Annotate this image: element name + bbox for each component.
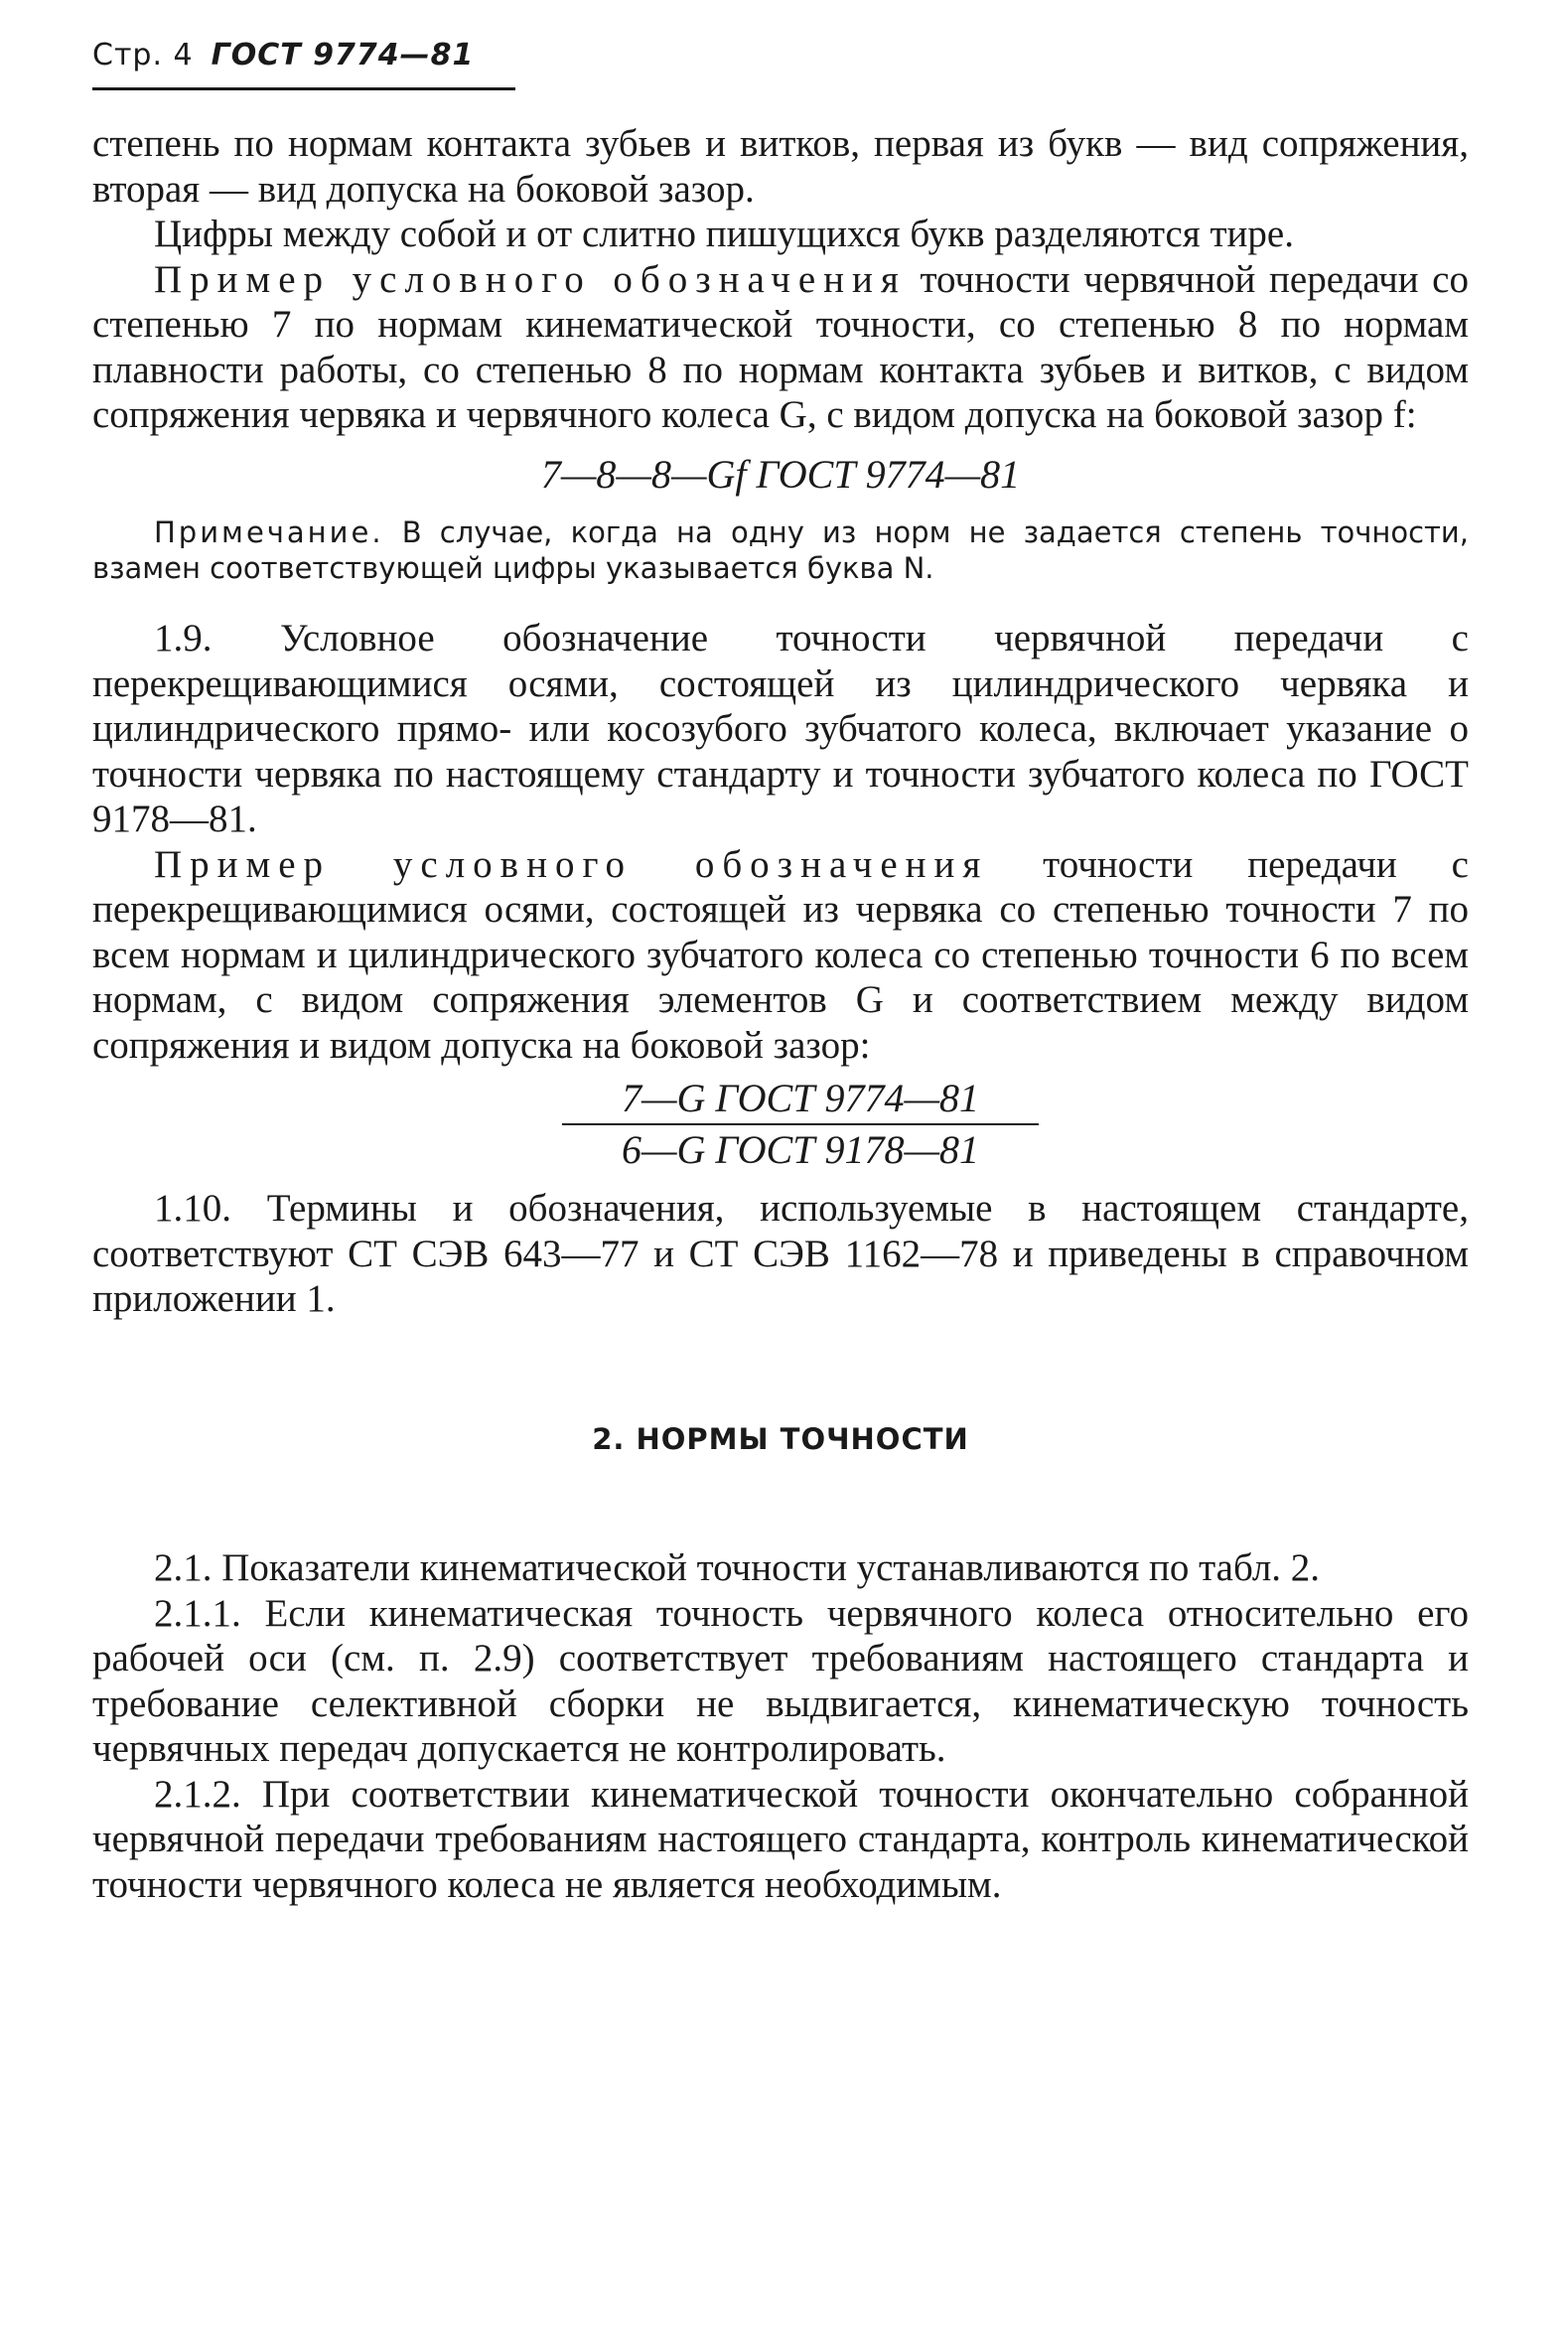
paragraph-2-1: 2.1. Показатели кинематической точности устанавливаются по табл. 2. bbox=[154, 1546, 1321, 1589]
paragraph-2-1-1: 2.1.1. Если кинематическая точность червячного колеса относительно его рабочей оси (см. п. 2.9) соответствует требованиям настоящего стандарта и требование селективной сборки не выдвигается, кинематическую точность червячных передач допускается не контролировать. bbox=[92, 1591, 1469, 1770]
paragraph-digits: Цифры между собой и от слитно пишущихся букв разделяются тире. bbox=[154, 213, 1294, 255]
paragraph-1-10: 1.10. Термины и обозначения, используемые в настоящем стандарте, соответствуют СТ СЭВ 643—77 и СТ СЭВ 1162—78 и приведены в справочном приложении 1. bbox=[92, 1187, 1469, 1320]
note-label: Примечание. bbox=[154, 515, 384, 549]
formula-designation: 7—8—8—Gf ГОСТ 9774—81 bbox=[540, 451, 1021, 497]
document-body bbox=[92, 121, 1469, 1907]
example-text: точности червячной передачи со степенью 7 по нормам кинематической точности, со степенью 8 по нормам плавности работы, со степенью 8 по нормам контакта зубьев и витков, с видом сопряжения червяка и червячного колеса G, с видом допуска на боковой зазор f: bbox=[92, 257, 1469, 436]
paragraph-1-9: 1.9. Условное обозначение точности червячной передачи с перекрещивающимися осями, состоящей из цилиндрического червяка и цилиндрического прямо- или косозубого зубчатого колеса, включает указание о точности червяка по настоящему стандарту и точности зубчатого колеса по ГОСТ 9178—81. bbox=[92, 617, 1469, 840]
standard-code: ГОСТ 9774—81 bbox=[211, 38, 475, 73]
note bbox=[92, 514, 1469, 586]
page-header bbox=[92, 38, 474, 73]
example-lead: Пример условного обозначения bbox=[154, 257, 907, 301]
paragraph-2-1-2: 2.1.2. При соответствии кинематической точности окончательно собранной червячной передачи требованиям настоящего стандарта, контроль кинематической точности червячного колеса не является необходимым. bbox=[92, 1772, 1469, 1906]
paragraph-continuation: степень по нормам контакта зубьев и витков, первая из букв — вид сопряжения, вторая — вид допуска на боковой зазор. bbox=[92, 122, 1469, 211]
fraction-denominator: 6—G ГОСТ 9178—81 bbox=[621, 1126, 980, 1172]
page-number: Стр. 4 bbox=[92, 38, 194, 73]
example-text: точности передачи с перекрещивающимися осями, состоящей из червяка со степенью точности 7 по всем нормам и цилиндрического зубчатого колеса со степенью точности 6 по всем нормам, с видом сопряжения элементов G и соответствием между видом сопряжения и видом допуска на боковой зазор: bbox=[92, 842, 1469, 1067]
paragraph-example-2 bbox=[92, 842, 1469, 1069]
section-title: 2. НОРМЫ ТОЧНОСТИ bbox=[592, 1421, 969, 1456]
fraction-designation bbox=[522, 1076, 1039, 1172]
note-text: В случае, когда на одну из норм не задается степень точности, взамен соответствующей цифры указывается буква N. bbox=[92, 515, 1469, 585]
fraction-numerator: 7—G ГОСТ 9774—81 bbox=[562, 1076, 1039, 1125]
paragraph-example-1 bbox=[92, 257, 1469, 438]
example-lead: Пример условного обозначения bbox=[154, 842, 989, 886]
header-rule bbox=[92, 87, 515, 90]
